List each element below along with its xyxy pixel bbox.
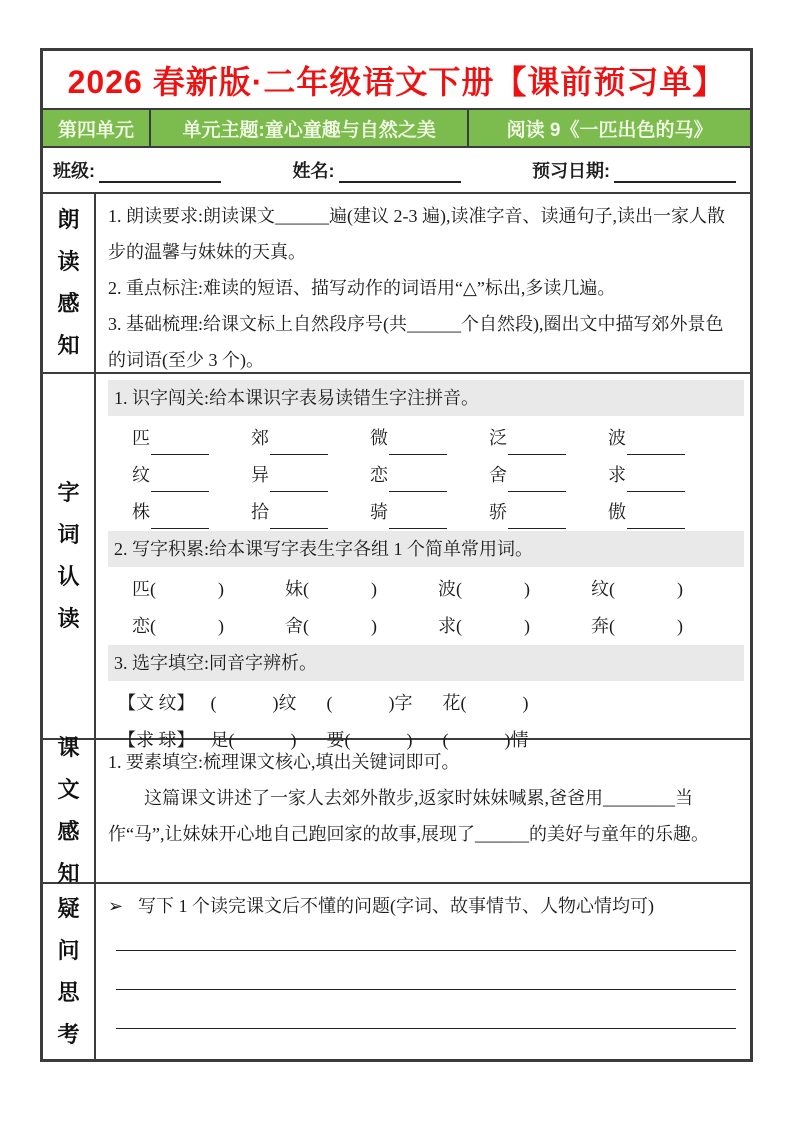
section-comprehension bbox=[43, 735, 750, 886]
unit-number: 第四单元 bbox=[58, 119, 135, 141]
section-questions bbox=[43, 884, 750, 1059]
pinyin-char: 恋 bbox=[370, 465, 388, 485]
homophone-item bbox=[211, 686, 297, 720]
reading-item: 3. 基础梳理:给课文标上自然段序号(共______个自然段),圈出文中描写郊外景色的词语(至少 3 个)。 bbox=[108, 314, 724, 370]
unit-bar bbox=[43, 110, 750, 148]
question-prompt bbox=[108, 888, 740, 924]
pinyin-blank-line bbox=[508, 500, 566, 529]
writing-line bbox=[116, 951, 736, 990]
word-char: 奔 bbox=[591, 616, 609, 636]
homophone-blank bbox=[333, 692, 389, 720]
section-reading-content bbox=[96, 194, 750, 372]
pinyin-blank-line bbox=[270, 500, 328, 529]
homophone-item bbox=[327, 686, 413, 720]
pinyin-char: 郊 bbox=[251, 428, 269, 448]
pinyin-char: 异 bbox=[251, 465, 269, 485]
class-blank-line bbox=[99, 159, 221, 183]
arrow-bullet-icon: ➢ bbox=[108, 896, 124, 916]
homophone-item bbox=[443, 686, 529, 720]
paren-close: ) bbox=[290, 730, 297, 750]
paren-open: ( bbox=[303, 616, 309, 636]
word-char: 妹 bbox=[285, 579, 303, 599]
homophone-row bbox=[108, 683, 744, 720]
paren-open: ( bbox=[460, 693, 467, 713]
paren-open: ( bbox=[150, 579, 156, 599]
date-field bbox=[532, 157, 736, 183]
section-words bbox=[43, 374, 750, 750]
pinyin-char: 微 bbox=[370, 428, 388, 448]
section-questions-content bbox=[96, 884, 750, 1059]
name-field bbox=[293, 157, 461, 183]
word-blank bbox=[615, 615, 677, 643]
paren-close: ) bbox=[522, 693, 529, 713]
date-blank-line bbox=[614, 159, 736, 183]
pinyin-char: 傲 bbox=[608, 502, 626, 522]
paren-open: ( bbox=[228, 730, 235, 750]
section-words-label: 字词认读 bbox=[57, 480, 80, 631]
pinyin-char: 波 bbox=[608, 428, 626, 448]
word-grid-row bbox=[108, 606, 744, 643]
section-reading bbox=[43, 194, 750, 374]
paren-close: ) bbox=[524, 579, 530, 599]
comprehension-instruction: 1. 要素填空:梳理课文核心,填出关键词即可。 bbox=[108, 752, 460, 772]
paren-open: ( bbox=[326, 693, 333, 713]
lesson-title: 阅读 9《一匹出色的马》 bbox=[467, 110, 750, 146]
word-blank bbox=[156, 578, 218, 606]
word-char: 波 bbox=[438, 579, 456, 599]
section-comprehension-label: 课文感知 bbox=[57, 735, 80, 886]
section-reading-label: 朗读感知 bbox=[57, 207, 80, 358]
pinyin-char: 泛 bbox=[489, 428, 507, 448]
pinyin-char: 纹 bbox=[132, 465, 150, 485]
pinyin-char: 骄 bbox=[489, 502, 507, 522]
pinyin-blank-line bbox=[508, 463, 566, 492]
pinyin-grid-row bbox=[108, 418, 744, 455]
paren-open: ( bbox=[303, 579, 309, 599]
pinyin-blank-line bbox=[627, 500, 685, 529]
homophone-bracket: 【求 球】 bbox=[118, 730, 195, 750]
pinyin-char: 株 bbox=[132, 502, 150, 522]
section-words-label-cell bbox=[43, 374, 96, 738]
writing-line bbox=[116, 990, 736, 1029]
homophone-post: 纹 bbox=[278, 693, 297, 713]
word-blank bbox=[156, 615, 218, 643]
paren-close: ) bbox=[371, 616, 377, 636]
section-words-content bbox=[96, 374, 754, 750]
paren-close: ) bbox=[677, 616, 683, 636]
word-blank bbox=[462, 615, 524, 643]
paren-close: ) bbox=[677, 579, 683, 599]
pinyin-blank-line bbox=[151, 463, 209, 492]
worksheet-sheet bbox=[40, 48, 753, 1062]
class-field bbox=[53, 157, 221, 183]
paren-open: ( bbox=[456, 579, 462, 599]
paren-open: ( bbox=[442, 730, 449, 750]
paren-close: ) bbox=[218, 579, 224, 599]
answer-writing-area bbox=[108, 924, 740, 1029]
homophone-pre: 花 bbox=[442, 693, 461, 713]
word-blank bbox=[309, 615, 371, 643]
question-prompt-text: 写下 1 个读完课文后不懂的问题(字词、故事情节、人物心情均可) bbox=[138, 896, 654, 916]
homophone-bracket: 【文 纹】 bbox=[118, 693, 195, 713]
writing-line bbox=[116, 924, 736, 951]
paren-open: ( bbox=[150, 616, 156, 636]
student-info-row bbox=[43, 148, 750, 194]
word-blank bbox=[462, 578, 524, 606]
page-title: 2026 春新版·二年级语文下册【课前预习单】 bbox=[43, 51, 750, 110]
homophone-blank bbox=[217, 692, 273, 720]
pinyin-char: 拾 bbox=[251, 502, 269, 522]
pinyin-blank-line bbox=[151, 426, 209, 455]
paren-close: ) bbox=[504, 730, 511, 750]
pinyin-char: 求 bbox=[608, 465, 626, 485]
unit-theme: 单元主题:童心童趣与自然之美 bbox=[149, 110, 467, 146]
pinyin-blank-line bbox=[389, 500, 447, 529]
pinyin-grid-row bbox=[108, 492, 744, 529]
paren-close: ) bbox=[218, 616, 224, 636]
paren-open: ( bbox=[456, 616, 462, 636]
word-char: 舍 bbox=[285, 616, 303, 636]
pinyin-blank-line bbox=[389, 426, 447, 455]
paren-open: ( bbox=[609, 616, 615, 636]
word-char: 恋 bbox=[132, 616, 150, 636]
paren-open: ( bbox=[210, 693, 217, 713]
class-label: 班级: bbox=[53, 161, 95, 181]
pinyin-blank-line bbox=[508, 426, 566, 455]
name-blank-line bbox=[339, 159, 461, 183]
pinyin-blank-line bbox=[270, 463, 328, 492]
pinyin-grid-row bbox=[108, 455, 744, 492]
name-label: 姓名: bbox=[292, 161, 335, 181]
section-questions-label-cell bbox=[43, 884, 96, 1059]
homophone-blank bbox=[467, 692, 523, 720]
pinyin-blank-line bbox=[151, 500, 209, 529]
section-comprehension-content bbox=[96, 740, 750, 882]
word-char: 匹 bbox=[132, 579, 150, 599]
pinyin-blank-line bbox=[627, 463, 685, 492]
paren-close: ) bbox=[371, 579, 377, 599]
pinyin-blank-line bbox=[389, 463, 447, 492]
paren-close: ) bbox=[388, 693, 395, 713]
homophone-pre: 要 bbox=[326, 730, 345, 750]
task1-instruction: 1. 识字闯关:给本课识字表易读错生字注拼音。 bbox=[108, 380, 744, 416]
reading-item: 2. 重点标注:难读的短语、描写动作的词语用“△”标出,多读几遍。 bbox=[108, 278, 616, 298]
word-blank bbox=[309, 578, 371, 606]
section-comprehension-label-cell bbox=[43, 735, 96, 886]
homophone-post: 情 bbox=[510, 730, 529, 750]
pinyin-blank-line bbox=[270, 426, 328, 455]
pinyin-char: 骑 bbox=[370, 502, 388, 522]
pinyin-blank-line bbox=[627, 426, 685, 455]
word-char: 求 bbox=[438, 616, 456, 636]
pinyin-char: 匹 bbox=[132, 428, 150, 448]
word-grid-row bbox=[108, 569, 744, 606]
section-reading-label-cell bbox=[43, 194, 96, 372]
reading-item: 1. 朗读要求:朗读课文______遍(建议 2-3 遍),读准字音、读通句子,读出一家人散步的温馨与妹妹的天真。 bbox=[108, 206, 725, 262]
date-label: 预习日期: bbox=[532, 161, 610, 181]
word-blank bbox=[615, 578, 677, 606]
word-char: 纹 bbox=[591, 579, 609, 599]
task3-instruction: 3. 选字填空:同音字辨析。 bbox=[108, 645, 744, 681]
paren-close: ) bbox=[406, 730, 413, 750]
homophone-post: 字 bbox=[394, 693, 413, 713]
pinyin-char: 舍 bbox=[489, 465, 507, 485]
paren-open: ( bbox=[344, 730, 351, 750]
comprehension-paragraph: 这篇课文讲述了一家人去郊外散步,返家时妹妹喊累,爸爸用________当作“马”,让妹妹开心地自己跑回家的故事,展现了______的美好与童年的乐趣。 bbox=[108, 788, 709, 844]
section-questions-label: 疑问思考 bbox=[57, 895, 80, 1047]
paren-close: ) bbox=[524, 616, 530, 636]
homophone-pre: 足 bbox=[210, 730, 229, 750]
paren-close: ) bbox=[272, 693, 279, 713]
paren-open: ( bbox=[609, 579, 615, 599]
task2-instruction: 2. 写字积累:给本课写字表生字各组 1 个简单常用词。 bbox=[108, 531, 744, 567]
